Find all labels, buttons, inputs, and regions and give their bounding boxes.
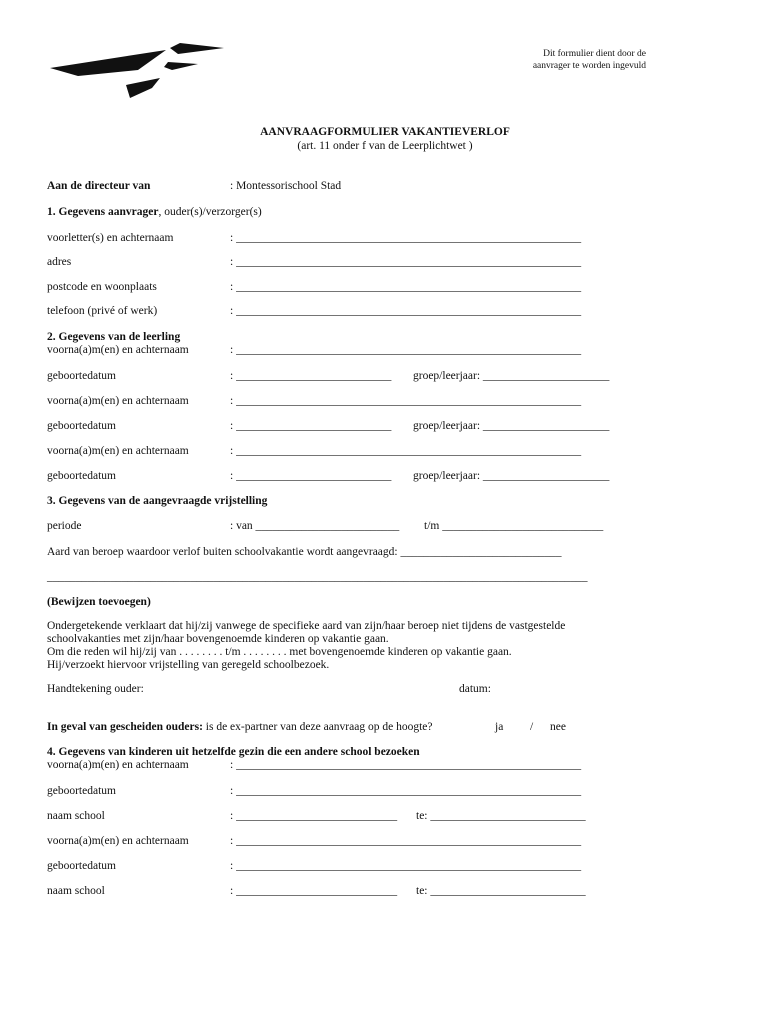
bewijzen-note: (Bewijzen toevoegen) [47,596,151,608]
periode-label: periode [47,520,82,532]
leerling-1-group-input[interactable]: groep/leerjaar: ______________________ [413,370,610,382]
section4-heading: 4. Gegevens van kinderen uit hetzelfde gezin die een andere school bezoeken [47,746,420,758]
leerling-1-name-label: voorna(a)m(en) en achternaam [47,344,189,356]
field-label-naam-aanvrager: voorletter(s) en achternaam [47,232,174,244]
gescheiden-question-bold: In geval van gescheiden ouders: [47,721,203,733]
gescheiden-question [47,721,432,733]
leerling-3-birth-label: geboortedatum [47,470,116,482]
section1-heading [47,206,262,218]
leerling-1-name-input[interactable]: : ____________________________________________________________ [230,344,582,356]
kind-1-birth-label: geboortedatum [47,785,116,797]
kind-1-name-input[interactable]: : ____________________________________________________________ [230,759,582,771]
declaration-line-1: Ondergetekende verklaart dat hij/zij vanwege de specifieke aard van zijn/haar beroep niet tijdens de vastgestelde [47,620,566,632]
notice-line-1: Dit formulier dient door de [543,49,646,59]
aard-beroep-line[interactable]: ______________________________________________________________________________________________ [47,571,588,583]
declaration-line-3: Om die reden wil hij/zij van . . . . . . . . t/m . . . . . . . . met bovengenoemde kinderen op vakantie gaan. [47,646,512,658]
form-subtitle: (art. 11 onder f van de Leerplichtwet ) [297,140,473,152]
leerling-2-name-input[interactable]: : ____________________________________________________________ [230,395,582,407]
section1-heading-rest: , ouder(s)/verzorger(s) [158,206,262,218]
leerling-3-name-input[interactable]: : ____________________________________________________________ [230,445,582,457]
kind-1-school-label: naam school [47,810,105,822]
directeur-label: Aan de directeur van [47,180,151,192]
leerling-3-name-label: voorna(a)m(en) en achternaam [47,445,189,457]
kind-2-school-input[interactable]: : ____________________________ [230,885,398,897]
option-separator: / [530,721,534,733]
field-label-telefoon: telefoon (privé of werk) [47,305,158,317]
section3-heading: 3. Gegevens van de aangevraagde vrijstelling [47,495,268,507]
leerling-2-birth-label: geboortedatum [47,420,116,432]
handtekening-label: Handtekening ouder: [47,683,144,695]
kind-2-name-label: voorna(a)m(en) en achternaam [47,835,189,847]
option-nee[interactable]: nee [550,721,566,733]
field-input-adres[interactable]: : ____________________________________________________________ [230,256,582,268]
datum-label: datum: [459,683,491,695]
kind-2-name-input[interactable]: : ____________________________________________________________ [230,835,582,847]
leerling-2-name-label: voorna(a)m(en) en achternaam [47,395,189,407]
field-input-postcode[interactable]: : ____________________________________________________________ [230,281,582,293]
leerling-1-birth-label: geboortedatum [47,370,116,382]
field-label-adres: adres [47,256,72,268]
option-ja[interactable]: ja [495,721,504,733]
directeur-value: : Montessorischool Stad [230,180,342,192]
aard-beroep-input[interactable]: Aard van beroep waardoor verlof buiten schoolvakantie wordt aangevraagd: ____________________________ [47,546,562,558]
gescheiden-question-rest: is de ex-partner van deze aanvraag op de hoogte? [202,721,433,733]
kind-2-birth-input[interactable]: : ____________________________________________________________ [230,860,582,872]
section2-heading: 2. Gegevens van de leerling [47,331,181,343]
kind-2-school-label: naam school [47,885,105,897]
leerling-1-birth-input[interactable]: : ___________________________ [230,370,392,382]
kind-1-school-input[interactable]: : ____________________________ [230,810,398,822]
kind-2-birth-label: geboortedatum [47,860,116,872]
field-label-postcode: postcode en woonplaats [47,281,157,293]
notice-line-2: aanvrager te worden ingevuld [532,61,646,71]
form-title: AANVRAAGFORMULIER VAKANTIEVERLOF [260,126,510,138]
field-input-naam-aanvrager[interactable]: : ____________________________________________________________ [230,232,582,244]
kind-1-te-input[interactable]: te: ___________________________ [416,810,586,822]
leerling-3-group-input[interactable]: groep/leerjaar: ______________________ [413,470,610,482]
kind-1-name-label: voorna(a)m(en) en achternaam [47,759,189,771]
periode-van-input[interactable]: : van _________________________ [230,520,400,532]
section1-heading-bold: 1. Gegevens aanvrager [47,206,159,218]
leerling-2-group-input[interactable]: groep/leerjaar: ______________________ [413,420,610,432]
school-logo [48,40,228,100]
declaration-line-2: schoolvakanties met zijn/haar bovengenoemde kinderen op vakantie gaan. [47,633,389,645]
periode-tm-input[interactable]: t/m ____________________________ [424,520,604,532]
leerling-2-birth-input[interactable]: : ___________________________ [230,420,392,432]
kind-2-te-input[interactable]: te: ___________________________ [416,885,586,897]
leerling-3-birth-input[interactable]: : ___________________________ [230,470,392,482]
kind-1-birth-input[interactable]: : ____________________________________________________________ [230,785,582,797]
field-input-telefoon[interactable]: : ____________________________________________________________ [230,305,582,317]
declaration-line-4: Hij/verzoekt hiervoor vrijstelling van geregeld schoolbezoek. [47,659,330,671]
